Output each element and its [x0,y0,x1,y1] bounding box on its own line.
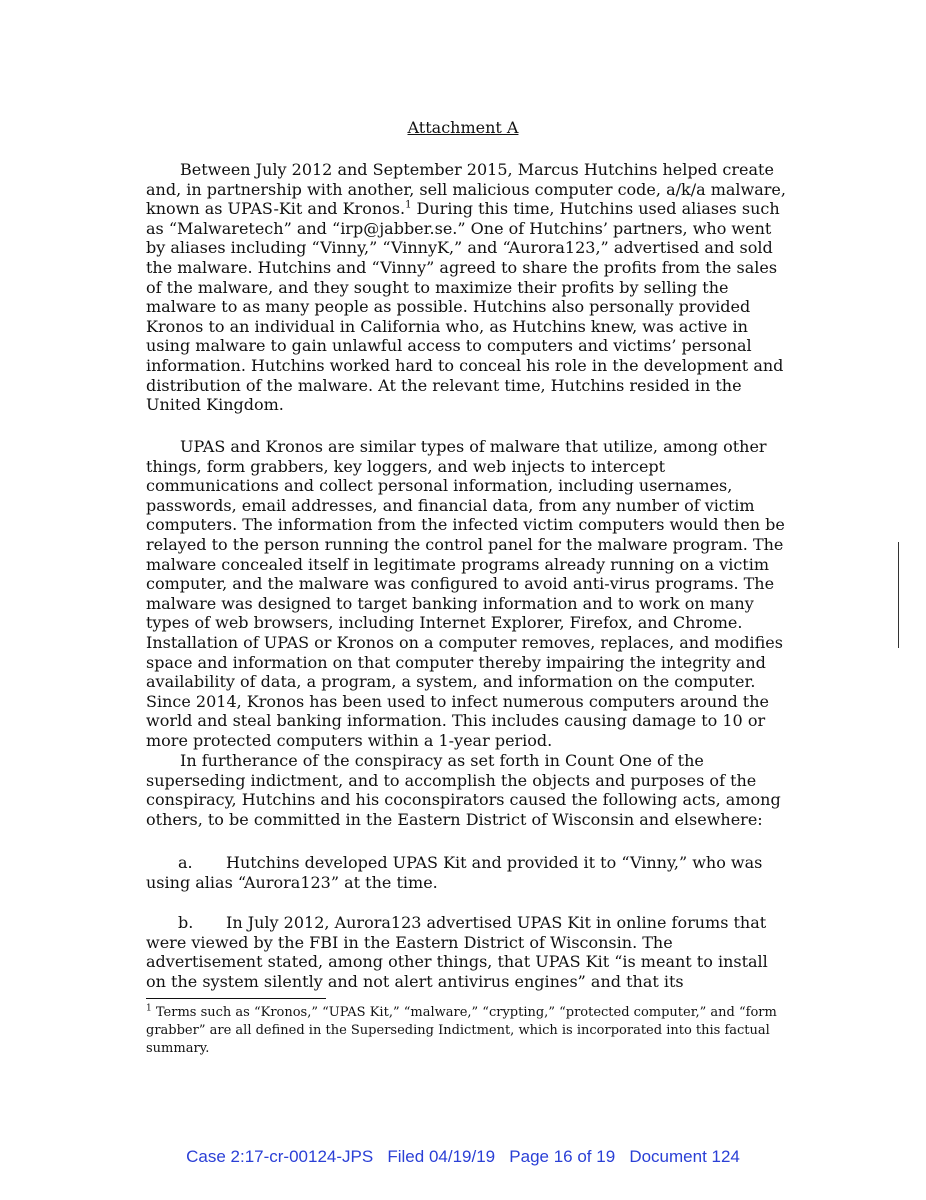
list-item-a [146,853,786,892]
paragraph-1-text-b: During this time, Hutchins used aliases such as “Malwaretech” and “irp@jabber.se.” One of Hutchins’ partners, who went by aliases including “Vinny,” “VinnyK,” and “Aurora123,” advertised and sold the malware. Hutchins and “Vinny” agreed to share the profits from the sales of the malware, and they sought to maximize their profits by selling the malware to as many people as possible. Hutchins also personally provided Kronos to an individual in California who, as Hutchins knew, was active in using malware to gain unlawful access to computers and victims’ personal information. Hutchins worked hard to conceal his role in the development and distribution of the malware. At the relevant time, Hutchins resided in the United Kingdom. [146,199,784,415]
paragraph-1-text-a: Between July 2012 and September 2015, Marcus Hutchins helped create and, in partnership with another, sell malicious computer code, a/k/a malware, known as UPAS-Kit and Kronos. [146,160,786,219]
list-item-marker: a. [178,853,193,872]
list-item-text: In July 2012, Aurora123 advertised UPAS Kit in online forums that were viewed by the FBI in the Eastern District of Wisconsin. The advertisement stated, among other things, that UPAS Kit “is meant to install on the system silently and not alert antivirus engines” and that its [146,913,768,991]
case-filing-stamp: Case 2:17-cr-00124-JPS Filed 04/19/19 Page 16 of 19 Document 124 [186,1147,740,1166]
list-item-marker: b. [178,913,194,932]
footnote-marker: 1 [146,1003,152,1014]
footnote-text: Terms such as “Kronos,” “UPAS Kit,” “malware,” “crypting,” “protected computer,” and “form grabber” are all defined in the Superseding Indictment, which is incorporated into this factual summary. [146,1005,777,1056]
paragraph-3 [146,751,786,829]
paragraph-2 [146,437,786,751]
footnote-divider [146,998,326,999]
footnote [146,1004,786,1058]
list-item-text: Hutchins developed UPAS Kit and provided it to “Vinny,” who was using alias “Aurora123” at the time. [146,853,763,892]
paragraph-1 [146,160,786,415]
paragraph-2-text: UPAS and Kronos are similar types of malware that utilize, among other things, form grabbers, key loggers, and web injects to intercept communications and collect personal information, including usernames, passwords, email addresses, and financial data, from any number of victim computers. The information from the infected victim computers would then be relayed to the person running the control panel for the malware program. The malware concealed itself in legitimate programs already running on a victim computer, and the malware was configured to avoid anti-virus programs. The malware was designed to target banking information and to work on many types of web browsers, including Internet Explorer, Firefox, and Chrome. Installation of UPAS or Kronos on a computer removes, replaces, and modifies space and information on that computer thereby impairing the integrity and availability of data, a program, a system, and information on the computer. Since 2014, Kronos has been used to infect numerous computers around the world and steal banking information. This includes causing damage to 10 or more protected computers within a 1-year period. [146,437,785,750]
list-item-b [146,913,786,991]
footnote-reference: 1 [405,199,412,211]
margin-change-bar [898,542,899,648]
paragraph-3-text: In furtherance of the conspiracy as set forth in Count One of the superseding indictment, and to accomplish the objects and purposes of the conspiracy, Hutchins and his coconspirators caused the following acts, among others, to be committed in the Eastern District of Wisconsin and elsewhere: [146,751,781,829]
page-title: Attachment A [407,118,519,137]
